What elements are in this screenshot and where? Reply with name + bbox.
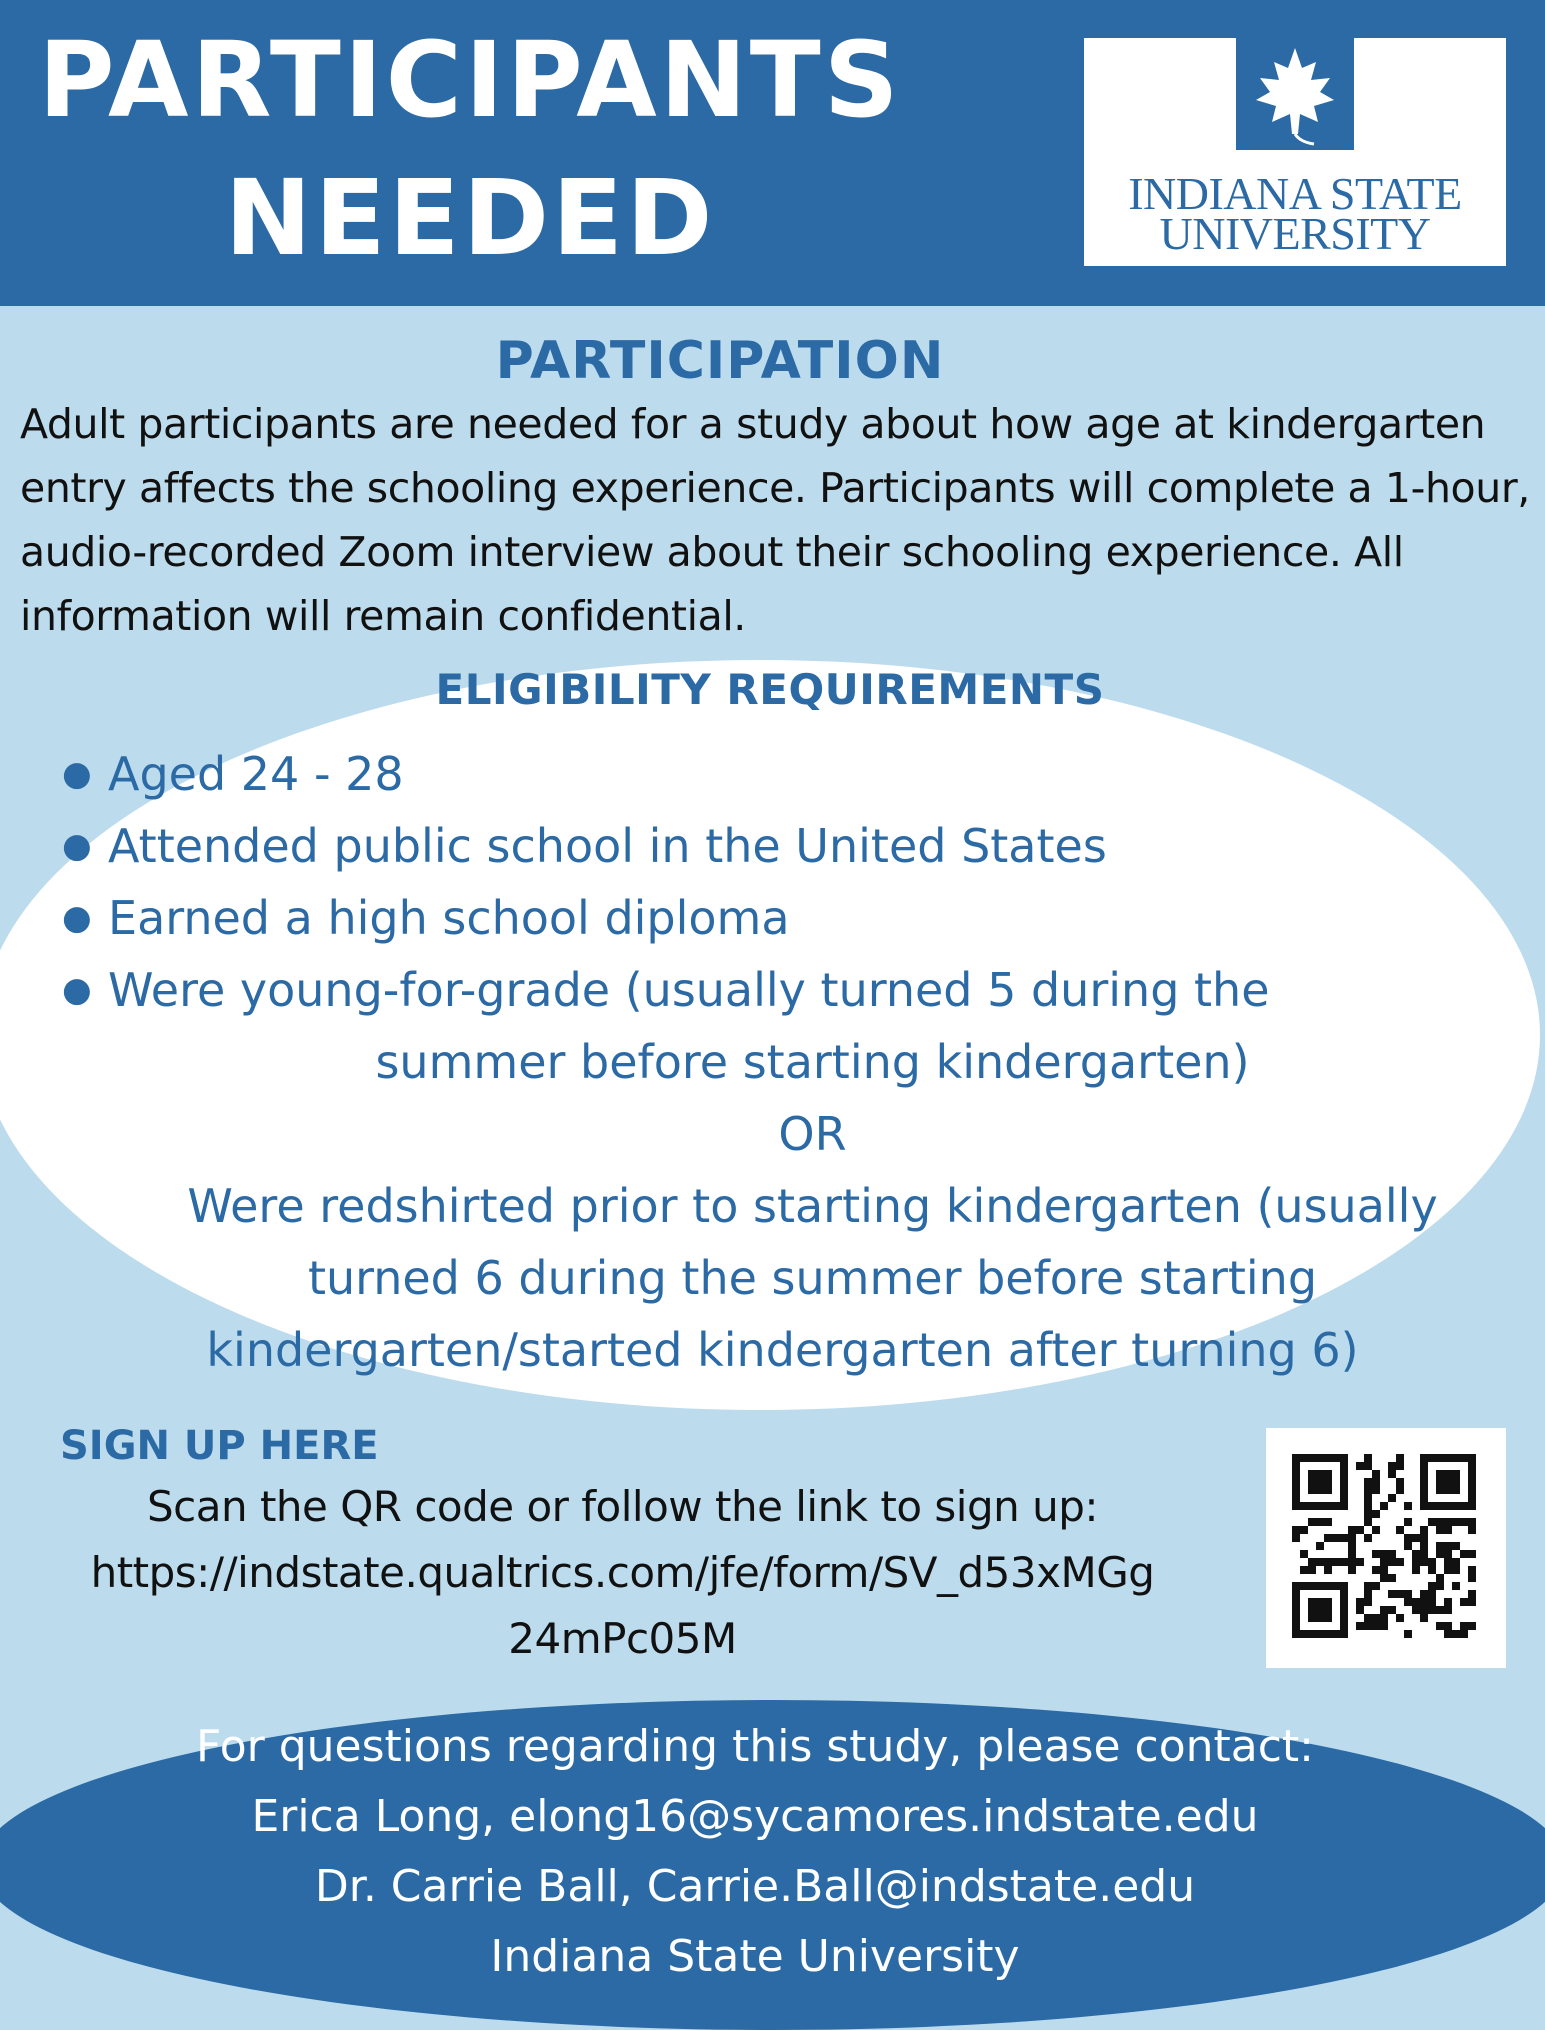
qr-code[interactable] [1266,1428,1506,1668]
contact-carrie-ball: Dr. Carrie Ball, Carrie.Ball@indstate.edu [314,1861,1196,1912]
bullet-icon: ● [62,898,92,938]
requirement-young-for-grade: Were young-for-grade (usually turned 5 during the [108,963,1270,1017]
signup-link-continued[interactable]: 24mPc05M [508,1614,737,1663]
header-banner [0,0,1545,306]
or-divider: OR [778,1107,847,1161]
signup-instructions [0,1474,1245,1672]
requirement-redshirted-line-3: kindergarten/started kindergarten after turning 6) [206,1323,1359,1377]
contact-erica-long: Erica Long, elong16@sycamores.indstate.edu [251,1791,1259,1842]
signup-heading: SIGN UP HERE [60,1423,379,1469]
bullet-icon: ● [62,826,92,866]
logo-name-line-2: UNIVERSITY [1159,208,1431,259]
requirement-public-school: Attended public school in the United States [108,819,1107,873]
logo-name-line-1: INDIANA STATE [1128,168,1462,219]
signup-link[interactable]: https://indstate.qualtrics.com/jfe/form/SV_d53xMGg [90,1548,1155,1597]
list-item [0,954,1545,1026]
title-line-1: PARTICIPANTS [38,19,902,141]
list-item [0,738,1545,810]
signup-instruction-text: Scan the QR code or follow the link to sign up: [146,1482,1099,1531]
requirement-age: Aged 24 - 28 [108,747,404,801]
bullet-icon: ● [62,754,92,794]
requirement-redshirted-line-1: Were redshirted prior to starting kindergarten (usually [187,1179,1438,1233]
requirement-young-for-grade-continued: summer before starting kindergarten) [375,1035,1250,1089]
eligibility-heading: ELIGIBILITY REQUIREMENTS [435,665,1105,714]
maple-leaf-icon [1236,38,1354,150]
participation-description: Adult participants are needed for a study about how age at kindergarten entry affects the schooling experience. Participants will complete a 1-hour, audio-recorded Zoom interview about their schooling experience. All information will remain confidential. [20,400,1530,640]
logo-wordmark [1084,168,1506,259]
list-item [0,810,1545,882]
title-line-2: NEEDED [224,157,716,279]
contact-info [0,1712,1510,1992]
requirement-redshirted-line-2: turned 6 during the summer before starting [307,1251,1318,1305]
university-logo [1084,38,1506,266]
eligibility-list [0,738,1545,1386]
contact-university: Indiana State University [490,1931,1020,1982]
participation-heading: PARTICIPATION [495,331,945,391]
requirement-diploma: Earned a high school diploma [108,891,790,945]
page-title [0,0,940,298]
bullet-icon: ● [62,970,92,1010]
contact-intro: For questions regarding this study, please contact: [195,1721,1315,1772]
qr-code-icon [1266,1428,1506,1668]
list-item [0,882,1545,954]
